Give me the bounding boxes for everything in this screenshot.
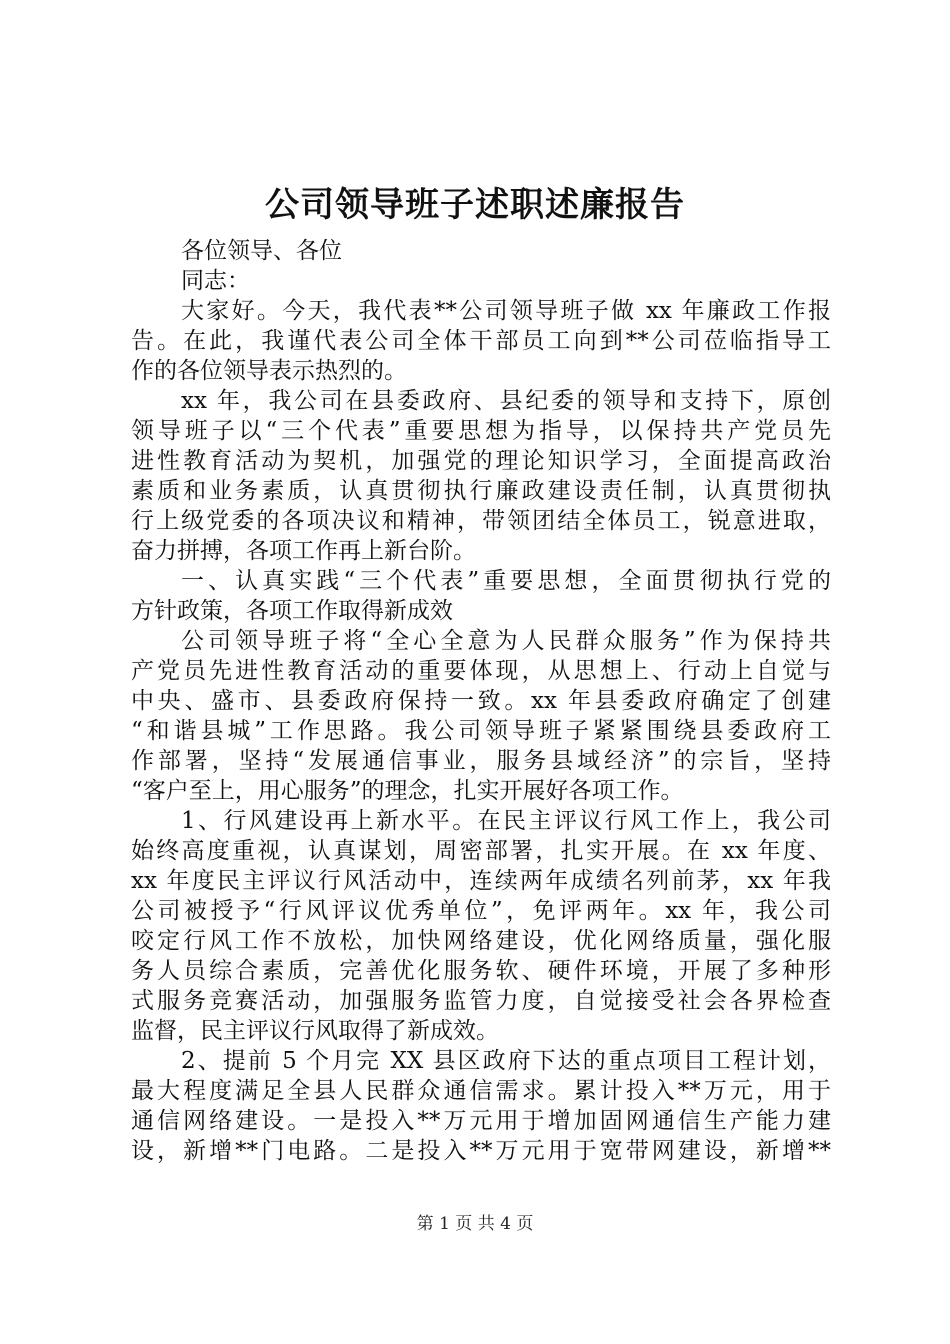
body-text-line: 咬定行风工作不放松，加快网络建设，优化网络质量，强化服 (131, 928, 831, 954)
body-text-line: 方针政策，各项工作取得新成效 (131, 598, 453, 624)
document-title: 公司领导班子述职述廉报告 (265, 185, 685, 225)
body-text-line: 行上级党委的各项决议和精神，带领团结全体员工，锐意进取， (131, 508, 831, 534)
body-text-line: 同志： (181, 268, 250, 294)
body-text-line: 进性教育活动为契机，加强党的理论知识学习，全面提高政治 (131, 448, 831, 474)
body-text-line: 通信网络建设。一是投入**万元用于增加固网通信生产能力建 (131, 1108, 831, 1134)
body-text-line: 奋力拼搏，各项工作再上新台阶。 (131, 538, 476, 564)
body-text-line: 作部署，坚持“发展通信事业，服务县域经济”的宗旨，坚持 (131, 748, 831, 774)
body-text-line: “客户至上，用心服务”的理念，扎实开展好各项工作。 (131, 778, 684, 804)
body-text-line: 告。在此，我谨代表公司全体干部员工向到**公司莅临指导工 (131, 328, 831, 354)
body-text-line: 监督，民主评议行风取得了新成效。 (131, 1018, 499, 1044)
body-text-line: 素质和业务素质，认真贯彻执行廉政建设责任制，认真贯彻执 (131, 478, 831, 504)
body-text-line: 2、提前 5 个月完 XX 县区政府下达的重点项目工程计划， (181, 1048, 831, 1074)
body-text-line: 产党员先进性教育活动的重要体现，从思想上、行动上自觉与 (131, 658, 831, 684)
body-text-line: 大家好。今天，我代表**公司领导班子做 xx 年廉政工作报 (181, 298, 831, 324)
body-text-line: xx 年，我公司在县委政府、县纪委的领导和支持下，原创 (181, 388, 831, 414)
page-footer: 第 1 页 共 4 页 (416, 1214, 534, 1234)
body-text-line: 1、行风建设再上新水平。在民主评议行风工作上，我公司 (181, 808, 831, 834)
body-text-line: 领导班子以“三个代表”重要思想为指导，以保持共产党员先 (131, 418, 831, 444)
body-text-line: 各位领导、各位 (181, 238, 342, 264)
body-text-line: 始终高度重视，认真谋划，周密部署，扎实开展。在 xx 年度、 (131, 838, 831, 864)
body-text-line: 最大程度满足全县人民群众通信需求。累计投入**万元，用于 (131, 1078, 831, 1104)
body-text-line: 作的各位领导表示热烈的。 (131, 358, 407, 384)
body-text-line: “和谐县城”工作思路。我公司领导班子紧紧围绕县委政府工 (131, 718, 831, 744)
body-text-line: xx 年度民主评议行风活动中，连续两年成绩名列前茅，xx 年我 (131, 868, 831, 894)
document-body (131, 236, 831, 1166)
body-text-line: 公司被授予“行风评议优秀单位”，免评两年。xx 年，我公司 (131, 898, 831, 924)
body-text-line: 式服务竞赛活动，加强服务监管力度，自觉接受社会各界检查 (131, 988, 831, 1014)
body-text-line: 务人员综合素质，完善优化服务软、硬件环境，开展了多种形 (131, 958, 831, 984)
body-text-line: 公司领导班子将“全心全意为人民群众服务”作为保持共 (181, 628, 831, 654)
body-text-line: 一、认真实践“三个代表”重要思想，全面贯彻执行党的 (181, 568, 831, 594)
body-text-line: 设，新增**门电路。二是投入**万元用于宽带网建设，新增** (131, 1138, 831, 1164)
body-text-line: 中央、盛市、县委政府保持一致。xx 年县委政府确定了创建 (131, 688, 831, 714)
